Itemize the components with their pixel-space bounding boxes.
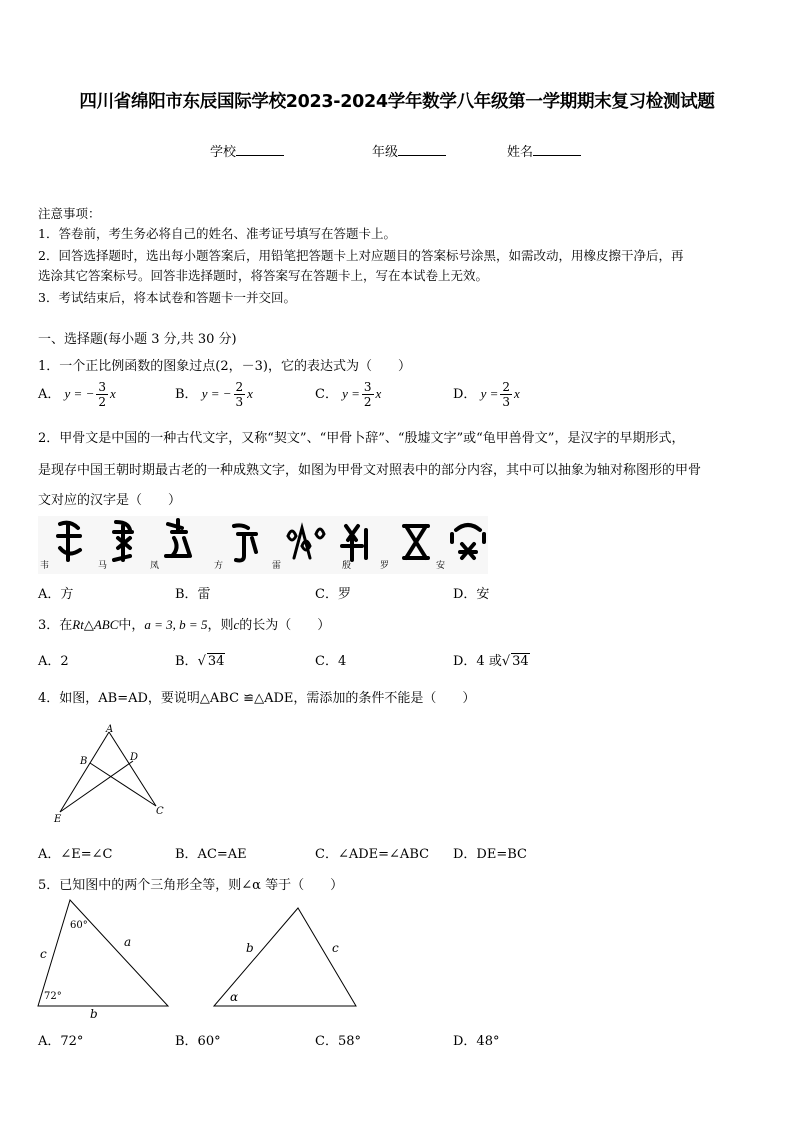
fraction: $\frac{2}{3}$ (235, 380, 244, 409)
grade-field (372, 141, 446, 160)
q2-line-1: 2．甲骨文是中国的一种古代文字，又称“契文”、“甲骨卜辞”、“殷墟文字”或“龟甲兽骨文”，是汉字的早期形式， (38, 431, 685, 446)
name-blank[interactable] (533, 143, 581, 156)
school-label: 学校 (210, 145, 237, 160)
oracle-bone-image (38, 516, 488, 574)
oracle-char-label: 罗 (380, 561, 390, 571)
q3-option-c[interactable]: C．4 (315, 654, 347, 669)
radicand: 34 (207, 654, 225, 669)
q1-option-b[interactable]: B． y = − $\frac{2}{3}$ x (175, 380, 253, 409)
q4-option-c[interactable]: C．∠ADE=∠ABC (315, 847, 430, 862)
q4-option-d[interactable]: D．DE=BC (453, 847, 527, 862)
q5-option-b[interactable]: B．60° (175, 1034, 221, 1049)
q2-option-a[interactable]: A．方 (38, 587, 74, 602)
side-label: a (124, 935, 132, 949)
oracle-bone-table (38, 516, 488, 574)
fraction: $\frac{3}{2}$ (98, 380, 106, 409)
fraction: $\frac{3}{2}$ (363, 380, 372, 409)
radicand: 34 (512, 654, 529, 669)
q1-option-d[interactable]: D． y = $\frac{2}{3}$ x (453, 380, 520, 409)
q5-option-d[interactable]: D．48° (453, 1034, 500, 1049)
q5-right-triangle (210, 900, 360, 1010)
q4-triangle-figure (50, 722, 170, 826)
name-label: 姓名 (507, 145, 534, 160)
q4-stem: 4．如图，AB=AD，要说明△ABC ≌△ADE，需添加的条件不能是（ ） (38, 691, 476, 706)
side-label: c (40, 947, 47, 961)
q5-right-figure (210, 900, 360, 1014)
q5-stem: 5．已知图中的两个三角形全等，则∠α 等于（ ） (38, 878, 344, 893)
q5-left-triangle (30, 896, 180, 1022)
oracle-char-label: 殷 (342, 561, 352, 571)
q5-left-figure (30, 896, 180, 1026)
notice-item-1: 1．答卷前，考生务必将自己的姓名、准考证号填写在答题卡上。 (38, 226, 396, 241)
grade-label: 年级 (372, 145, 399, 160)
school-field (210, 141, 284, 160)
grade-blank[interactable] (398, 143, 446, 156)
point-label: A (106, 724, 114, 735)
side-label: b (246, 941, 254, 955)
q1-stem: 1．一个正比例函数的图象过点(2，－3)，它的表达式为（ ） (38, 359, 411, 374)
oracle-char-label: 韦 (40, 561, 50, 571)
angle-label: 72° (44, 991, 62, 1002)
page-title: 四川省绵阳市东辰国际学校2023-2024学年数学八年级第一学期期末复习检测试题 (79, 92, 715, 112)
oracle-char-label: 安 (436, 561, 446, 571)
q2-option-b[interactable]: B．雷 (175, 587, 211, 602)
q3-option-b[interactable]: B．√ 34 (175, 654, 225, 669)
q2-line-2: 是现存中国王朝时期最古老的一种成熟文字，如图为甲骨文对照表中的部分内容，其中可以抽象为轴对称图形的甲骨 (38, 463, 702, 478)
q2-option-d[interactable]: D．安 (453, 587, 490, 602)
oracle-char-label: 马 (98, 561, 108, 571)
notice-item-3: 3．考试结束后，将本试卷和答题卡一并交回。 (38, 290, 296, 305)
oracle-char-label: 凤 (150, 561, 160, 571)
q1-option-c[interactable]: C． y = $\frac{3}{2}$ x (315, 380, 382, 409)
point-label: B (80, 756, 88, 767)
q2-line-3: 文对应的汉字是（ ） (38, 493, 182, 508)
q3-option-d[interactable]: D．4 或√ 34 (453, 654, 529, 669)
name-field (507, 141, 581, 160)
q4-option-b[interactable]: B．AC=AE (175, 847, 247, 862)
point-label: C (156, 806, 164, 817)
side-label: c (332, 941, 339, 955)
q5-option-a[interactable]: A．72° (38, 1034, 84, 1049)
notice-heading: 注意事项： (38, 206, 101, 221)
q4-figure (50, 722, 170, 830)
angle-label: 60° (70, 920, 88, 931)
angle-label: α (230, 990, 239, 1004)
q3-stem: 3．在Rt△ABC中，a = 3, b = 5，则c的长为（ ） (38, 617, 331, 633)
side-label: b (90, 1007, 98, 1021)
q1-option-a[interactable]: A． y = − $\frac{3}{2}$ x (38, 380, 116, 409)
q3-option-a[interactable]: A．2 (38, 654, 69, 669)
point-label: D (130, 752, 139, 763)
q5-option-c[interactable]: C．58° (315, 1034, 361, 1049)
section-heading: 一、选择题(每小题 3 分,共 30 分) (38, 332, 237, 347)
oracle-char-label: 方 (214, 561, 224, 571)
q2-option-c[interactable]: C．罗 (315, 587, 351, 602)
notice-item-2: 2．回答选择题时，选出每小题答案后，用铅笔把答题卡上对应题目的答案标号涂黑，如需改动，用橡皮擦干净后，再 (38, 248, 684, 263)
q4-option-a[interactable]: A．∠E=∠C (38, 847, 113, 862)
notice-item-2-cont: 选涂其它答案标号。回答非选择题时，将答案写在答题卡上，写在本试卷上无效。 (38, 268, 489, 283)
point-label: E (54, 814, 62, 825)
school-blank[interactable] (236, 143, 284, 156)
oracle-char-label: 雷 (272, 561, 282, 571)
fraction: $\frac{2}{3}$ (502, 380, 511, 409)
